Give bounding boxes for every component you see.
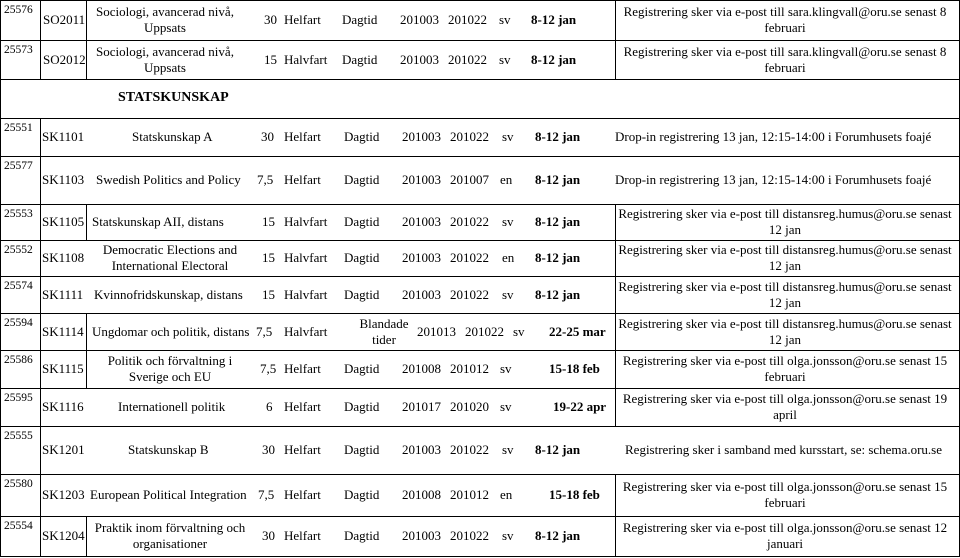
language: sv xyxy=(499,12,511,27)
study-pace: Helfart xyxy=(284,129,321,144)
end-week: 201022 xyxy=(450,528,489,543)
language: en xyxy=(502,250,515,265)
section-heading: STATSKUNSKAP xyxy=(118,90,229,105)
study-time: Dagtid xyxy=(344,399,380,414)
registration-note: februari xyxy=(764,20,806,35)
row-id: 25555 xyxy=(4,430,33,442)
registration-note: februari xyxy=(764,369,806,384)
registration-note: 12 jan xyxy=(768,294,802,310)
end-week: 201022 xyxy=(465,323,504,339)
language: sv xyxy=(499,51,511,67)
course-code: SK1203 xyxy=(42,487,85,502)
credits: 30 xyxy=(262,528,275,543)
study-time: Dagtid xyxy=(344,361,380,376)
start-week: 201003 xyxy=(402,129,441,144)
language: en xyxy=(500,487,513,502)
registration-note: Registrering sker via e-post till distansreg.humus@oru.se senast xyxy=(618,278,952,294)
registration-note: Registrering sker i samband med kursstart, se: schema.oru.se xyxy=(625,442,942,457)
credits: 7,5 xyxy=(257,172,274,187)
row-id: 25554 xyxy=(4,520,33,532)
row-rule xyxy=(0,350,960,351)
course-code: SK1115 xyxy=(42,361,84,376)
row-rule xyxy=(0,474,960,475)
start-week: 201003 xyxy=(402,528,441,543)
course-name: Uppsats xyxy=(144,20,186,35)
row-rule xyxy=(0,313,960,314)
registration-note: 12 jan xyxy=(768,258,802,273)
course-name: Statskunskap B xyxy=(128,442,209,457)
row-id: 25573 xyxy=(4,44,33,56)
credits: 30 xyxy=(264,12,277,27)
credits: 6 xyxy=(266,399,273,414)
course-name: Sverige och EU xyxy=(128,369,212,384)
study-pace: Helfart xyxy=(284,172,321,187)
language: sv xyxy=(502,442,514,457)
study-time: Dagtid xyxy=(344,528,380,543)
start-week: 201003 xyxy=(400,12,439,27)
registration-note: Registrering sker via e-post till olga.jonsson@oru.se senast 19 xyxy=(622,391,948,406)
credits: 7,5 xyxy=(256,323,273,339)
row-rule xyxy=(0,388,960,389)
study-pace: Halvfart xyxy=(284,214,328,229)
study-pace: Halvfart xyxy=(284,250,328,265)
registration-note: Drop-in registrering 13 jan, 12:15-14:00 i Forumhusets foajé xyxy=(615,172,932,187)
row-rule xyxy=(0,118,960,119)
registration-week: 8-12 jan xyxy=(531,12,577,27)
start-week: 201013 xyxy=(417,323,456,339)
registration-note: Registrering sker via e-post till olga.jonsson@oru.se senast 15 xyxy=(622,353,948,368)
registration-week: 8-12 jan xyxy=(535,214,581,229)
registration-note: april xyxy=(773,407,797,422)
credits: 7,5 xyxy=(258,487,275,502)
credits: 7,5 xyxy=(260,361,277,376)
row-id: 25595 xyxy=(4,392,33,404)
language: sv xyxy=(502,528,514,543)
row-rule xyxy=(0,156,960,157)
study-pace: Halvfart xyxy=(284,323,328,339)
registration-note: Registrering sker via e-post till sara.klingvall@oru.se senast 8 xyxy=(623,43,947,59)
border-left xyxy=(0,0,1,557)
row-id: 25577 xyxy=(4,160,33,172)
registration-week: 15-18 feb xyxy=(549,361,600,376)
row-rule xyxy=(0,0,960,1)
language: sv xyxy=(502,214,514,229)
course-name: Politik och förvaltning i xyxy=(107,353,233,368)
credits: 15 xyxy=(262,286,275,302)
registration-note: Drop-in registrering 13 jan, 12:15-14:00 i Forumhusets foajé xyxy=(615,129,932,144)
language: en xyxy=(500,172,513,187)
course-code: SK1101 xyxy=(42,129,85,144)
end-week: 201022 xyxy=(450,442,489,457)
study-time: Dagtid xyxy=(344,172,380,187)
start-week: 201003 xyxy=(402,214,441,229)
credits: 15 xyxy=(262,250,275,265)
course-name: Sociologi, avancerad nivå, xyxy=(96,4,234,19)
registration-week: 15-18 feb xyxy=(549,487,600,502)
course-code: SK1103 xyxy=(42,172,85,187)
course-code: SK1111 xyxy=(42,286,84,302)
registration-week: 19-22 apr xyxy=(553,399,607,414)
registration-note: Registrering sker via e-post till distansreg.humus@oru.se senast xyxy=(618,206,952,221)
row-rule xyxy=(0,204,960,205)
study-time: Dagtid xyxy=(344,286,380,302)
study-pace: Halvfart xyxy=(284,286,328,302)
registration-note: 12 jan xyxy=(768,331,802,347)
language: sv xyxy=(500,361,512,376)
registration-week: 8-12 jan xyxy=(535,172,581,187)
study-pace: Helfart xyxy=(284,399,321,414)
end-week: 201022 xyxy=(450,214,489,229)
registration-note: februari xyxy=(764,495,806,510)
course-name: organisationer xyxy=(132,536,208,551)
start-week: 201003 xyxy=(402,442,441,457)
registration-week: 8-12 jan xyxy=(531,51,577,67)
registration-week: 22-25 mar xyxy=(549,323,606,339)
language: sv xyxy=(502,129,514,144)
language: sv xyxy=(502,286,514,302)
study-pace: Helfart xyxy=(284,12,321,27)
course-code: SK1114 xyxy=(42,323,84,339)
row-rule xyxy=(0,516,960,517)
study-pace: Helfart xyxy=(284,528,321,543)
course-name: Uppsats xyxy=(144,59,186,75)
start-week: 201008 xyxy=(402,487,441,502)
start-week: 201017 xyxy=(402,399,441,414)
end-week: 201022 xyxy=(448,12,487,27)
row-id: 25580 xyxy=(4,478,33,490)
course-name: Swedish Politics and Policy xyxy=(96,172,241,187)
registration-note: februari xyxy=(764,59,806,75)
row-rule xyxy=(0,276,960,277)
course-name: Democratic Elections and xyxy=(102,242,238,257)
col-rule xyxy=(86,204,87,240)
credits: 15 xyxy=(264,51,277,67)
study-pace: Helfart xyxy=(284,361,321,376)
study-pace: Halvfart xyxy=(284,51,328,67)
start-week: 201008 xyxy=(402,361,441,376)
credits: 30 xyxy=(262,442,275,457)
end-week: 201007 xyxy=(450,172,489,187)
course-code: SO2012 xyxy=(43,51,86,67)
course-name: Kvinnofridskunskap, distans xyxy=(94,286,243,302)
course-name: Statskunskap A xyxy=(132,129,213,144)
credits: 30 xyxy=(261,129,274,144)
course-code: SO2011 xyxy=(43,12,86,27)
course-name: Statskunskap AII, distans xyxy=(92,214,224,229)
row-rule xyxy=(0,79,960,80)
course-name: European Political Integration xyxy=(90,487,247,502)
study-time: Dagtid xyxy=(344,129,380,144)
language: sv xyxy=(513,323,525,339)
row-id: 25574 xyxy=(4,280,33,292)
start-week: 201003 xyxy=(402,250,441,265)
row-rule xyxy=(0,556,960,557)
row-id: 25552 xyxy=(4,244,33,256)
course-code: SK1201 xyxy=(42,442,85,457)
study-time: Dagtid xyxy=(344,487,380,502)
language: sv xyxy=(500,399,512,414)
study-pace: Helfart xyxy=(284,442,321,457)
registration-note: Registrering sker via e-post till olga.jonsson@oru.se senast 15 xyxy=(622,479,948,494)
registration-week: 8-12 jan xyxy=(535,286,581,302)
row-rule xyxy=(0,40,960,41)
row-id: 25553 xyxy=(4,208,33,220)
row-id: 25576 xyxy=(4,4,33,16)
row-id: 25551 xyxy=(4,122,33,134)
registration-week: 8-12 jan xyxy=(535,250,581,265)
end-week: 201022 xyxy=(448,51,487,67)
course-code: SK1108 xyxy=(42,250,85,265)
course-code: SK1105 xyxy=(42,214,85,229)
registration-note: Registrering sker via e-post till olga.jonsson@oru.se senast 12 xyxy=(622,520,948,535)
row-id: 25594 xyxy=(4,317,33,329)
end-week: 201020 xyxy=(450,399,489,414)
end-week: 201022 xyxy=(450,250,489,265)
study-time: Dagtid xyxy=(344,214,380,229)
end-week: 201012 xyxy=(450,361,489,376)
study-time: tider xyxy=(372,331,396,347)
study-time: Dagtid xyxy=(342,12,378,27)
row-rule xyxy=(0,240,960,241)
study-time: Dagtid xyxy=(344,250,380,265)
registration-note: 12 jan xyxy=(768,222,802,237)
study-time: Dagtid xyxy=(342,51,378,67)
registration-note: Registrering sker via e-post till distansreg.humus@oru.se senast xyxy=(618,242,952,257)
start-week: 201003 xyxy=(400,51,439,67)
course-name: International Electoral xyxy=(111,258,229,273)
registration-note: januari xyxy=(766,536,804,551)
start-week: 201003 xyxy=(402,286,441,302)
registration-week: 8-12 jan xyxy=(535,129,581,144)
study-time: Dagtid xyxy=(344,442,380,457)
row-id: 25586 xyxy=(4,354,33,366)
credits: 15 xyxy=(262,214,275,229)
start-week: 201003 xyxy=(402,172,441,187)
registration-note: Registrering sker via e-post till sara.klingvall@oru.se senast 8 xyxy=(623,4,947,19)
study-pace: Helfart xyxy=(284,487,321,502)
study-time: Blandade xyxy=(359,315,409,331)
registration-week: 8-12 jan xyxy=(535,442,581,457)
end-week: 201012 xyxy=(450,487,489,502)
row-rule xyxy=(0,426,960,427)
course-name: Ungdomar och politik, distans xyxy=(92,323,250,339)
course-name: Internationell politik xyxy=(118,399,226,414)
end-week: 201022 xyxy=(450,286,489,302)
registration-note: Registrering sker via e-post till distansreg.humus@oru.se senast xyxy=(618,315,952,331)
course-code: SK1204 xyxy=(42,528,85,543)
course-name: Praktik inom förvaltning och xyxy=(94,520,246,535)
course-name: Sociologi, avancerad nivå, xyxy=(96,43,234,59)
registration-week: 8-12 jan xyxy=(535,528,581,543)
course-code: SK1116 xyxy=(42,399,84,414)
end-week: 201022 xyxy=(450,129,489,144)
col-rule xyxy=(40,118,41,557)
